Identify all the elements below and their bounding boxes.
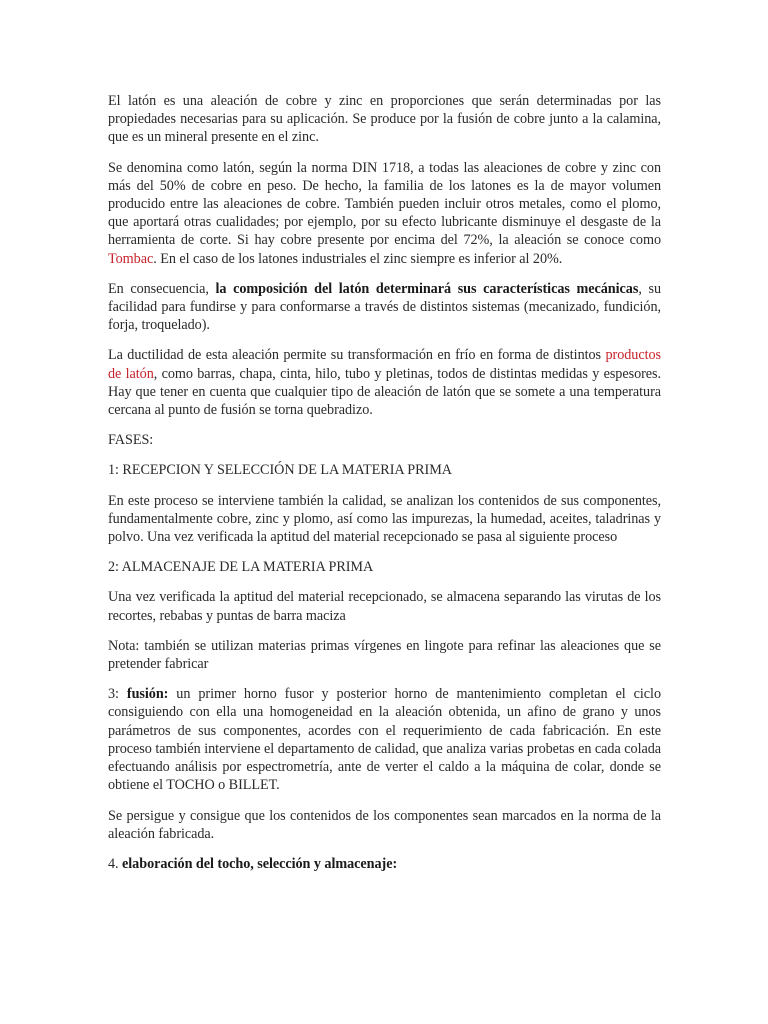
text-span: 4. <box>108 855 123 872</box>
text-span: . En el caso de los latones industriales el zinc siempre es inferior al 20%. <box>153 250 563 267</box>
section-heading-2: 2: ALMACENAJE DE LA MATERIA PRIMA <box>108 559 374 576</box>
text-span: 3: <box>108 686 127 703</box>
link-productos-laton[interactable]: productos de latón <box>108 347 661 382</box>
section-heading-4 <box>108 855 661 873</box>
text-span: En consecuencia, <box>108 280 216 297</box>
bold-text: elaboración del tocho, selección y almacenaje: <box>122 855 398 872</box>
paragraph-recepcion: En este proceso se interviene también la calidad, se analizan los contenidos de sus componentes, fundamentalmente cobre, zinc y plomo, así como las impurezas, la humedad, aceites, taladrinas y polvo. Una vez verificada la aptitud del material recepcionado se pasa al siguiente proceso <box>108 492 661 546</box>
paragraph-intro: El latón es una aleación de cobre y zinc en proporciones que serán determinadas por las propiedades necesarias para su aplicación. Se produce por la fusión de cobre junto a la calamina, que es un mineral presente en el zinc. <box>108 93 661 146</box>
bold-text: fusión: <box>126 686 169 703</box>
paragraph-composition <box>108 280 661 335</box>
fases-heading: FASES: <box>108 432 154 449</box>
text-span: Se denomina como latón, según la norma DIN 1718, a todas las aleaciones de cobre y zinc con más del 50% de cobre en peso. De hecho, la familia de los latones es la de mayor volumen producido entre las aleaciones de cobre. También pueden incluir otros metales, como el plomo, que aportará otras cualidades; por ejemplo, por su efecto lubricante disminuye el desgaste de la herramienta de corte. Si hay cobre presente por encima del 72%, la aleación se conoce como <box>108 159 661 249</box>
paragraph-fusion <box>108 685 661 794</box>
link-tombac[interactable]: Tombac <box>108 250 154 267</box>
section-heading-1: 1: RECEPCION Y SELECCIÓN DE LA MATERIA PRIMA <box>108 462 452 479</box>
paragraph-nota: Nota: también se utilizan materias primas vírgenes en lingote para refinar las aleaciones que se pretender fabricar <box>108 637 661 673</box>
bold-text: la composición del latón determinará sus características mecánicas <box>215 280 639 297</box>
paragraph-norma: Se persigue y consigue que los contenidos de los componentes sean marcados en la norma de la aleación fabricada. <box>108 807 661 842</box>
text-span: un primer horno fusor y posterior horno de mantenimiento completan el ciclo consiguiendo con ella una homogeneidad en la aleación obtenida, un afino de grano y unos parámetros de sus componentes, acordes con el requerimiento de cada fabricación. En este proceso también interviene el departamento de calidad, que analiza varias probetas en cada colada efectuando análisis por espectrometría, ante de verter el caldo a la máquina de colar, donde se obtiene el TOCHO o BILLET. <box>108 686 661 794</box>
text-span: La ductilidad de esta aleación permite su transformación en frío en forma de distintos <box>108 347 606 364</box>
paragraph-din-1718 <box>108 159 661 268</box>
text-span: , su facilidad para fundirse y para conformarse a través de distintos sistemas (mecanizado, fundición, forja, troquelado). <box>108 280 661 334</box>
text-span: , como barras, chapa, cinta, hilo, tubo y pletinas, todos de distintas medidas y espesores. Hay que tener en cuenta que cualquier tipo de aleación de latón que se somete a una temperatura cercana al punto de fusión se torna quebradizo. <box>108 365 661 419</box>
paragraph-almacenaje: Una vez verificada la aptitud del material recepcionado, se almacena separando las virutas de los recortes, rebabas y puntas de barra maciza <box>108 589 661 624</box>
paragraph-ductility <box>108 346 661 419</box>
